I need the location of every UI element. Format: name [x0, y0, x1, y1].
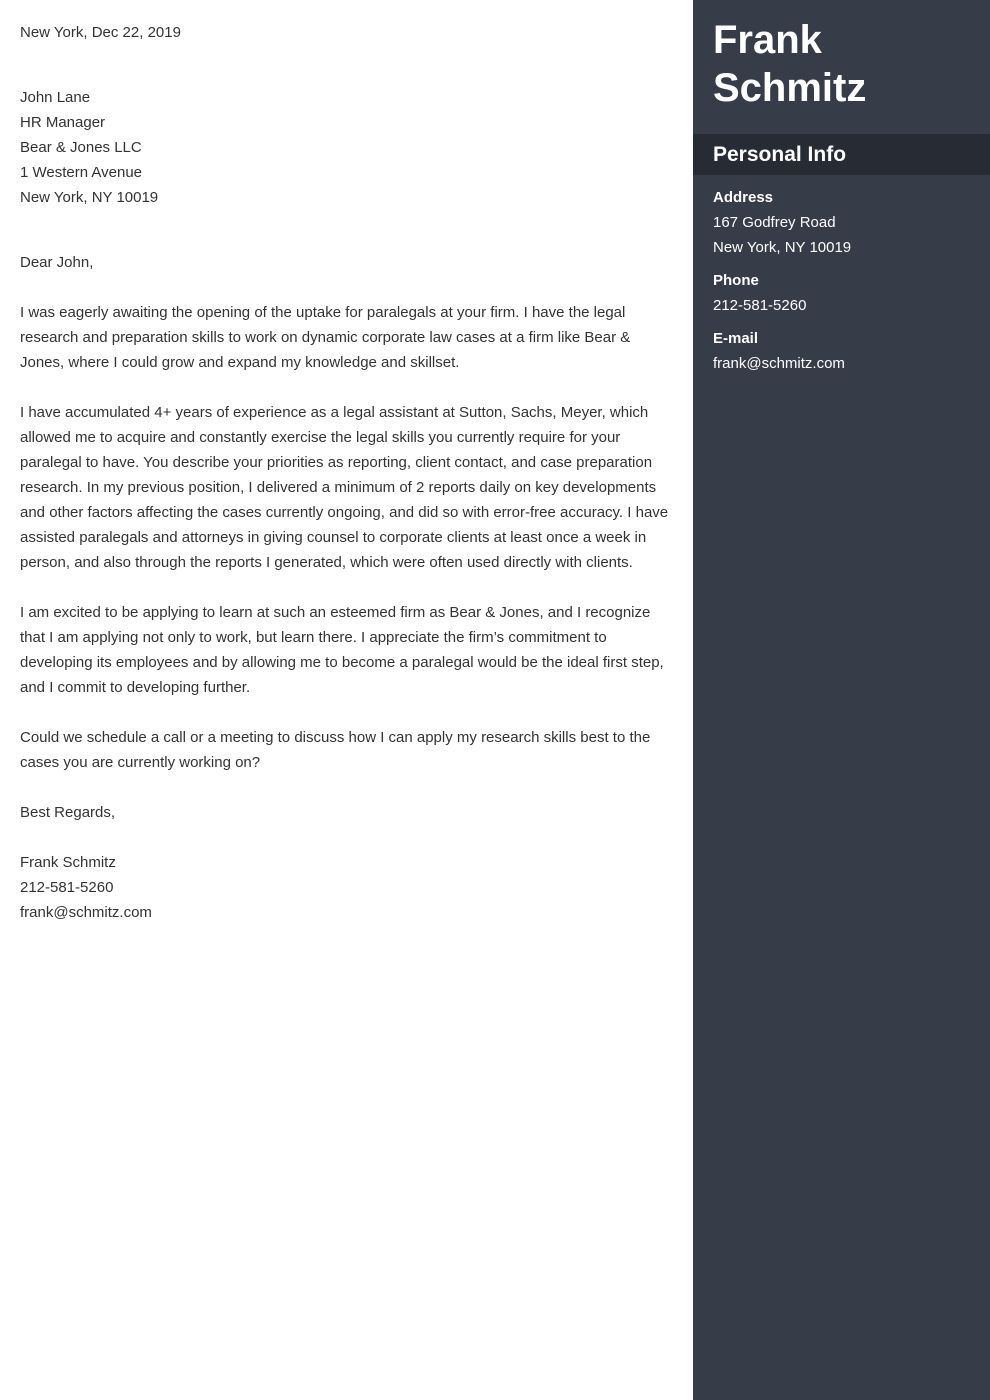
- phone-group: [713, 268, 970, 318]
- paragraph-line: assisted paralegals and attorneys in giving counsel to corporate clients at least once a week in: [20, 529, 647, 546]
- email-label: E-mail: [713, 330, 759, 347]
- last-name: Schmitz: [713, 66, 867, 110]
- paragraph-line: and I commit to developing further.: [20, 679, 251, 696]
- email-group: [713, 326, 970, 376]
- address-group: [713, 185, 970, 260]
- candidate-name: [693, 0, 990, 112]
- paragraph-line: I am excited to be applying to learn at such an esteemed firm as Bear & Jones, and I recognize: [20, 604, 651, 621]
- sidebar: [693, 0, 990, 1400]
- paragraph-line: Jones, where I could grow and expand my knowledge and skillset.: [20, 354, 460, 371]
- paragraph: [20, 600, 673, 700]
- first-name: Frank: [713, 18, 822, 62]
- salutation: Dear John,: [20, 254, 94, 271]
- phone-value: 212-581-5260: [713, 297, 807, 314]
- paragraph: [20, 400, 673, 575]
- paragraph-line: research. In my previous position, I delivered a minimum of 2 reports daily on key developments: [20, 479, 657, 496]
- paragraph-line: I have accumulated 4+ years of experience as a legal assistant at Sutton, Sachs, Meyer, which: [20, 404, 649, 421]
- paragraph-line: research and preparation skills to work on dynamic corporate law cases at a firm like Bear &: [20, 329, 631, 346]
- email-value: frank@schmitz.com: [713, 355, 845, 372]
- paragraph-line: paralegal to have. You describe your priorities as reporting, client contact, and case preparation: [20, 454, 653, 471]
- recipient-company: Bear & Jones LLC: [20, 139, 142, 156]
- personal-info: [693, 175, 990, 376]
- closing: Best Regards,: [20, 804, 116, 821]
- signature-phone: 212-581-5260: [20, 879, 114, 896]
- paragraph: [20, 725, 673, 775]
- paragraph-line: cases you are currently working on?: [20, 754, 261, 771]
- signature-block: [20, 850, 673, 925]
- letter-date: New York, Dec 22, 2019: [20, 24, 181, 41]
- recipient-street: 1 Western Avenue: [20, 164, 143, 181]
- signature-name: Frank Schmitz: [20, 854, 116, 871]
- paragraph-line: allowed me to acquire and constantly exercise the legal skills you currently require for your: [20, 429, 621, 446]
- paragraph-line: I was eagerly awaiting the opening of the uptake for paralegals at your firm. I have the legal: [20, 304, 626, 321]
- recipient-title: HR Manager: [20, 114, 106, 131]
- paragraph-line: person, and also through the reports I generated, which were often used directly with clients.: [20, 554, 633, 571]
- paragraph-line: Could we schedule a call or a meeting to discuss how I can apply my research skills best to the: [20, 729, 651, 746]
- address-line: 167 Godfrey Road: [713, 214, 836, 231]
- signature-email: frank@schmitz.com: [20, 904, 152, 921]
- paragraph-line: that I am applying not only to work, but learn there. I appreciate the firm’s commitment to: [20, 629, 607, 646]
- address-label: Address: [713, 189, 774, 206]
- paragraph: [20, 300, 673, 375]
- paragraph-line: developing its employees and by allowing me to become a paralegal would be the ideal first step,: [20, 654, 664, 671]
- recipient-name: John Lane: [20, 89, 91, 106]
- address-line: New York, NY 10019: [713, 239, 852, 256]
- recipient-city: New York, NY 10019: [20, 189, 159, 206]
- paragraph-line: and other factors affecting the cases currently ongoing, and did so with error-free accuracy. I have: [20, 504, 669, 521]
- phone-label: Phone: [713, 272, 759, 289]
- recipient-block: [20, 85, 673, 210]
- personal-info-heading: Personal Info: [693, 134, 990, 175]
